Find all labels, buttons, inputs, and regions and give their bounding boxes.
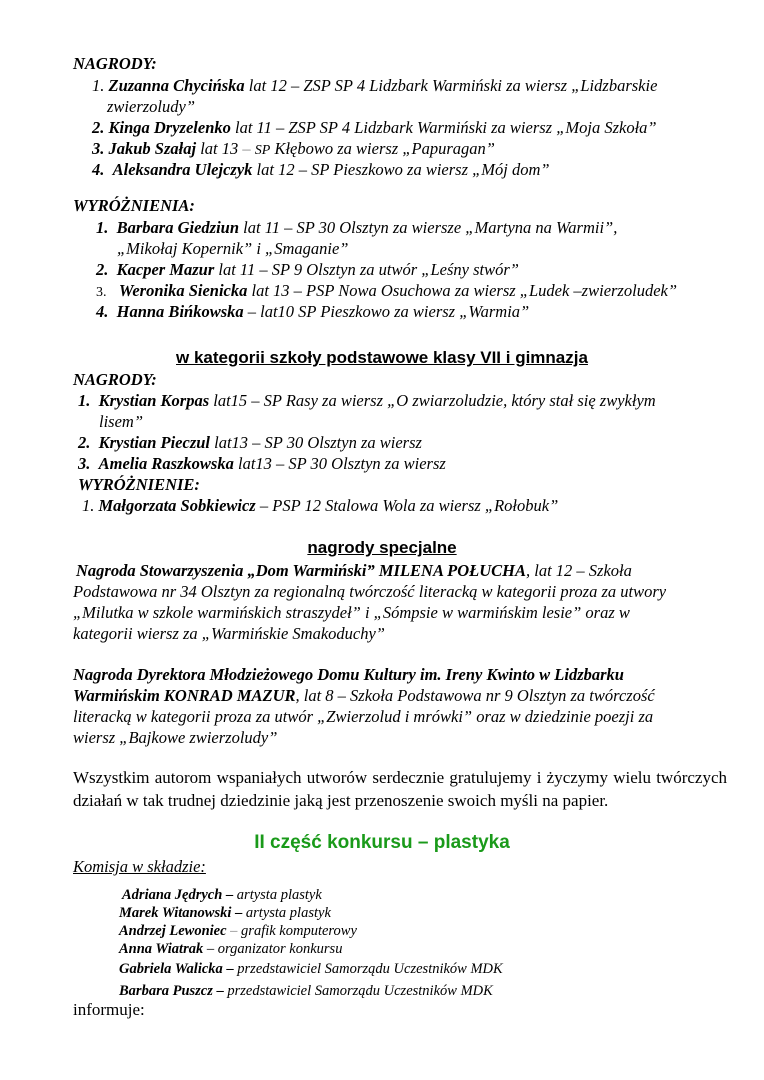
wyroznienia-label: WYRÓŻNIENIA: <box>73 196 195 215</box>
member-name: Adriana Jędrych <box>122 887 223 903</box>
item-text: – lat10 SP Pieszkowo za wiersz „Warmia” <box>247 302 530 321</box>
member-role: przedstawiciel Samorządu Uczestników MDK <box>237 961 503 977</box>
member-name: Anna Wiatrak <box>119 941 204 957</box>
special-award-2-title <box>73 665 624 685</box>
list-item <box>92 76 657 96</box>
laureate-name: Jakub Szałaj <box>108 139 197 158</box>
laureate-name: Aleksandra Ulejczyk <box>112 160 253 179</box>
special-award-2 <box>73 686 655 706</box>
komisja-label: Komisja w składzie: <box>73 857 206 876</box>
committee-member <box>119 981 493 1001</box>
list-item <box>78 433 422 453</box>
laureate-name: Weronika Sienicka <box>118 281 248 300</box>
item-number: 3. <box>96 285 107 300</box>
member-name: Andrzej Lewoniec <box>119 923 227 939</box>
item-number: 3. <box>78 454 91 473</box>
item-text: lat15 – SP Rasy za wiersz „O zwiarzoludzie, który stał się zwykłym <box>213 391 656 410</box>
laureate-name: Małgorzata Sobkiewicz <box>98 496 256 515</box>
award-title: Nagroda Dyrektora Młodzieżowego Domu Kultury im. Ireny Kwinto w Lidzbarku <box>73 665 624 684</box>
list-item <box>96 260 519 280</box>
member-role: grafik komputerowy <box>241 923 357 939</box>
laureate-name: Kinga Dryzelenko <box>108 118 231 137</box>
member-name: Gabriela Walicka <box>119 961 223 977</box>
list-item <box>96 218 617 238</box>
item-number: 1. <box>96 218 109 237</box>
item-number: 2. <box>78 433 91 452</box>
item-number: 4. <box>92 160 105 179</box>
list-item <box>96 281 677 303</box>
award-text-line: „Milutka w szkole warmińskich straszydeł” i „Sómpsie w warmińskim lesie” oraz w <box>73 603 630 622</box>
member-dash: – <box>222 887 237 903</box>
member-role: organizator konkursu <box>217 941 343 957</box>
award-text: , lat 12 – Szkoła <box>526 561 632 580</box>
laureate-name: Amelia Raszkowska <box>98 454 234 473</box>
item-number: 1. <box>92 76 105 95</box>
item-text: lat 12 – SP Pieszkowo za wiersz „Mój dom” <box>256 160 550 179</box>
list-item-continuation: „Mikołaj Kopernik” i „Smaganie” <box>117 239 349 258</box>
item-number: 4. <box>96 302 109 321</box>
award-laureate: Warmińskim KONRAD MAZUR <box>73 686 296 705</box>
laureate-name: Krystian Pieczul <box>98 433 211 452</box>
award-text-line: kategorii wiersz za „Warmińskie Smakoduchy” <box>73 624 385 643</box>
laureate-name: Zuzanna Chycińska <box>108 76 245 95</box>
committee-member <box>119 959 503 979</box>
item-number: 3. <box>92 139 105 158</box>
item-text: lat 11 – ZSP SP 4 Lidzbark Warmiński za wiersz „Moja Szkoła” <box>230 118 657 137</box>
item-text: lat13 – SP 30 Olsztyn za wiersz <box>214 433 422 452</box>
award-text: , lat 8 – Szkoła Podstawowa nr 9 Olsztyn za twórczość <box>295 686 655 705</box>
member-dash: – <box>203 941 218 957</box>
award-text-line: wiersz „Bajkowe zwierzoludy” <box>73 728 278 747</box>
laureate-name: Kacper Mazur <box>116 260 215 279</box>
laureate-name: Barbara Giedziun <box>116 218 240 237</box>
item-text: lat 12 – ZSP SP 4 Lidzbark Warmiński za wiersz „Lidzbarskie <box>248 76 658 95</box>
item-number: 1. <box>78 391 91 410</box>
special-award-1 <box>76 561 632 581</box>
item-text: lat 13 <box>200 139 239 158</box>
list-item <box>82 496 558 516</box>
item-text: lat 11 – SP 9 Olsztyn za utwór „Leśny stwór” <box>218 260 519 279</box>
item-number: 2. <box>96 260 109 279</box>
member-role: artysta plastyk <box>245 905 331 921</box>
committee-member <box>122 885 322 905</box>
list-item <box>78 391 656 411</box>
section-heading: nagrody specjalne <box>307 538 457 557</box>
section-heading: w kategorii szkoły podstawowe klasy VII i gimnazja <box>176 348 588 367</box>
list-item-continuation: zwierzoludy” <box>107 97 196 116</box>
list-item <box>78 454 446 474</box>
member-dash: – <box>226 923 242 939</box>
laureate-name: Hanna Bińkowska <box>116 302 244 321</box>
member-name: Marek Witanowski <box>119 905 232 921</box>
item-text-rest: Kłębowo za wiersz „Papuragan” <box>270 139 495 158</box>
member-dash: – <box>212 983 228 999</box>
committee-member <box>119 939 342 959</box>
item-number: 1. <box>82 496 95 515</box>
item-text-small: SP <box>254 143 271 158</box>
list-item <box>92 160 550 180</box>
item-number: 2. <box>92 118 105 137</box>
laureate-name: Krystian Korpas <box>98 391 210 410</box>
closing-paragraph: Wszystkim autorom wspaniałych utworów serdecznie gratulujemy i życzymy wielu twórczych działań w tak trudnej dziedzinie jaką jest przenoszenie swoich myśli na papier. <box>73 768 727 810</box>
section-heading-plastyka: II część konkursu – plastyka <box>254 832 510 853</box>
member-role: przedstawiciel Samorządu Uczestników MDK <box>227 983 493 999</box>
award-text-line: Podstawowa nr 34 Olsztyn za regionalną twórczość literacką w kategorii proza za utwory <box>73 582 667 601</box>
member-dash: – <box>222 961 238 977</box>
list-item <box>92 118 657 138</box>
list-item <box>92 139 495 161</box>
award-text-line: literacką w kategorii proza za utwór „Zwierzolud i mrówki” oraz w dziedzinie poezji za <box>73 707 654 726</box>
item-text: – PSP 12 Stalowa Wola za wiersz „Rołobuk” <box>259 496 559 515</box>
item-text: lat 13 – PSP Nowa Osuchowa za wiersz „Ludek –zwierzoludek” <box>251 281 678 300</box>
committee-member <box>119 903 331 923</box>
item-text: lat 11 – SP 30 Olsztyn za wiersze „Martyna na Warmii”, <box>243 218 618 237</box>
wyroznienie-label: WYRÓŻNIENIE: <box>78 475 200 494</box>
item-dash: – <box>238 139 255 158</box>
member-name: Barbara Puszcz <box>119 983 213 999</box>
member-role: artysta plastyk <box>236 887 322 903</box>
nagrody-label: NAGRODY: <box>73 54 157 73</box>
member-dash: – <box>231 905 246 921</box>
committee-member <box>119 921 357 941</box>
list-item <box>96 302 529 322</box>
item-text: lat13 – SP 30 Olsztyn za wiersz <box>237 454 446 473</box>
informuje-text: informuje: <box>73 1000 145 1019</box>
nagrody-label: NAGRODY: <box>73 370 157 389</box>
award-title: Nagroda Stowarzyszenia „Dom Warmiński” MILENA POŁUCHA <box>76 561 527 580</box>
list-item-continuation: lisem” <box>99 412 144 431</box>
